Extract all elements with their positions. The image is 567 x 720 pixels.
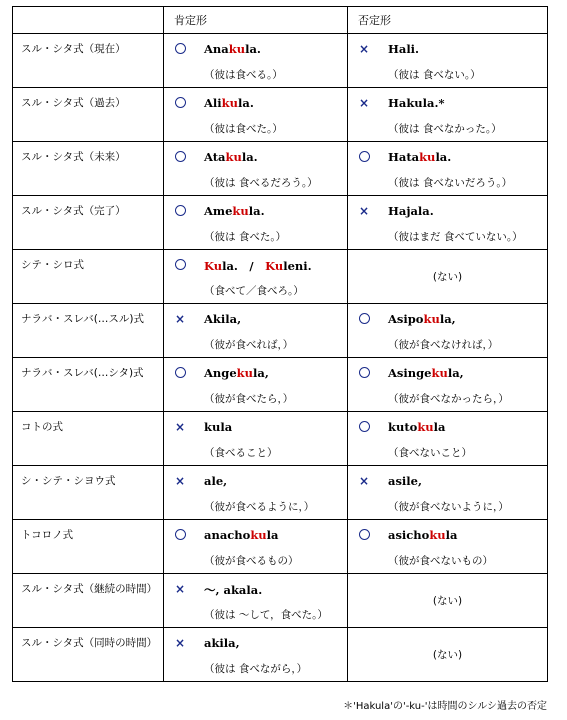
table-row [13,412,548,466]
word-part: Ana [204,42,229,56]
word-part: anacho [204,528,251,542]
word-part: la, [253,366,269,380]
circle-mark-icon [358,367,370,379]
word-part: Hata [388,150,420,164]
circle-mark-icon [174,529,186,541]
highlight-morpheme: ku [236,366,253,380]
form-name-cell: シテ・シロ式 [13,250,164,304]
circle-mark-icon [358,529,370,541]
word-part: Ame [204,204,233,218]
circle-mark-icon [358,151,370,163]
highlight-morpheme: Ku [265,259,284,273]
swahili-form [204,420,232,434]
swahili-form [204,150,258,164]
cross-mark-icon: × [358,474,370,488]
cross-mark-icon: × [174,636,186,650]
form-name-cell: スル・シタ式（未来） [13,142,164,196]
table-row [13,358,548,412]
word-part: ale, [204,474,228,488]
neg-cell [348,412,548,466]
japanese-gloss: （彼が食べないように，） [388,501,509,513]
swahili-form [388,312,456,326]
japanese-gloss: （彼は 食べない。） [388,69,481,81]
neg-cell [348,520,548,574]
word-part: la. [245,42,261,56]
neg-cell [348,142,548,196]
word-part: asicho [388,528,430,542]
cross-mark-icon: × [358,96,370,110]
footnote: ＊'Hakula'の'-ku-'は時間のシルシ過去の否定 [343,701,547,712]
neg-cell [348,304,548,358]
word-part: Asipo [388,312,424,326]
circle-mark-icon [174,367,186,379]
table-row [13,628,548,682]
cross-mark-icon: × [174,312,186,326]
table-row [13,574,548,628]
highlight-morpheme: ku [225,150,242,164]
swahili-form [204,528,278,542]
neg-cell [348,358,548,412]
swahili-form [388,150,451,164]
aff-cell [164,304,348,358]
neg-cell [348,34,548,88]
word-part: Hajala. [388,204,434,218]
circle-mark-icon [174,205,186,217]
word-part: leni. [283,259,312,273]
word-part: asile, [388,474,422,488]
word-part: Ali [204,96,222,110]
japanese-gloss: （彼は 食べるだろう。） [204,177,318,189]
japanese-gloss: （食べること） [204,447,278,459]
highlight-morpheme: ku [429,528,446,542]
swahili-form [388,96,444,110]
conjugation-table [12,6,548,682]
japanese-gloss: （彼が食べなければ，） [388,339,499,351]
word-part: la. [435,150,452,164]
circle-mark-icon [174,259,186,271]
table-row [13,34,548,88]
swahili-form [388,474,422,488]
swahili-form [204,582,262,598]
neg-none-cell: (ない) [348,574,548,628]
highlight-morpheme: ku [232,204,249,218]
header-row [13,7,548,34]
table-row [13,88,548,142]
word-part: la. [238,96,254,110]
aff-cell [164,520,348,574]
japanese-gloss: （彼は ～して，食べた。） [204,609,328,621]
aff-cell [164,466,348,520]
table-row [13,304,548,358]
header-negative: 否定形 [348,7,548,34]
swahili-form [388,528,458,542]
circle-mark-icon [174,43,186,55]
highlight-morpheme: ku [417,420,434,434]
japanese-gloss: （彼が食べるように，） [204,501,315,513]
japanese-gloss: （彼は 食べないだろう。） [388,177,513,189]
japanese-gloss: （彼は 食べながら，） [204,663,308,675]
table-row [13,466,548,520]
form-name-cell: スル・シタ式（現在） [13,34,164,88]
table-row [13,142,548,196]
swahili-form [204,42,261,56]
word-part: la. [248,204,265,218]
word-part: la [266,528,279,542]
aff-cell [164,250,348,304]
japanese-gloss: （食べないこと） [388,447,472,459]
japanese-gloss: （彼は 食べた。） [204,231,287,243]
circle-mark-icon [358,313,370,325]
swahili-form [204,258,312,274]
japanese-gloss: （彼が食べないもの） [388,555,493,567]
cross-mark-icon: × [174,420,186,434]
form-name-cell: スル・シタ式（同時の時間） [13,628,164,682]
aff-cell [164,142,348,196]
japanese-gloss: （彼は食べる。） [204,69,283,81]
neg-none-cell: (ない) [348,628,548,682]
header-affirmative: 肯定形 [164,7,348,34]
japanese-gloss: （彼は 食べなかった。） [388,123,502,135]
swahili-form [204,312,241,326]
circle-mark-icon [358,421,370,433]
form-name-cell: ナラバ・スレバ(…スル)式 [13,304,164,358]
neg-cell [348,88,548,142]
aff-cell [164,628,348,682]
japanese-gloss: （彼は食べた。） [204,123,283,135]
cross-mark-icon: × [358,42,370,56]
word-part: ～, akala. [204,583,263,597]
swahili-form [204,96,254,110]
table-row [13,196,548,250]
cross-mark-icon: × [174,582,186,596]
aff-cell [164,196,348,250]
swahili-form [388,366,464,380]
form-name-cell: コトの式 [13,412,164,466]
japanese-gloss: （彼はまだ 食べていない。） [388,231,523,243]
word-part: Ange [204,366,237,380]
word-part: la, [439,312,456,326]
table-row [13,520,548,574]
highlight-morpheme: ku [228,42,246,56]
form-name-cell: スル・シタ式（過去） [13,88,164,142]
highlight-morpheme: ku [419,150,436,164]
neg-cell [348,196,548,250]
swahili-form [388,420,445,434]
japanese-gloss: （彼が食べれば，） [204,339,294,351]
highlight-morpheme: ku [423,312,440,326]
japanese-gloss: （彼が食べなかったら，） [388,393,509,405]
table-row [13,250,548,304]
circle-mark-icon [174,97,186,109]
aff-cell [164,34,348,88]
word-part: la [433,420,446,434]
swahili-form [388,42,419,56]
word-part: la [445,528,458,542]
word-part: la, [447,366,464,380]
form-name-cell: スル・シタ式（継続の時間） [13,574,164,628]
cross-mark-icon: × [174,474,186,488]
aff-cell [164,358,348,412]
highlight-morpheme: ku [431,366,448,380]
cross-mark-icon: × [358,204,370,218]
word-part: Akila, [204,312,242,326]
neg-cell [348,466,548,520]
aff-cell [164,412,348,466]
highlight-morpheme: Ku [204,259,223,273]
form-name-cell: トコロノ式 [13,520,164,574]
word-part: la. / [222,259,266,273]
japanese-gloss: （彼が食べたら，） [204,393,294,405]
word-part: Ata [204,150,226,164]
swahili-form [204,366,269,380]
swahili-form [388,204,434,218]
word-part: akila, [204,636,240,650]
word-part: Hali. [388,42,420,56]
form-name-cell: スル・シタ式（完了） [13,196,164,250]
word-part: kula [204,420,233,434]
japanese-gloss: （食べて／食べろ。） [204,285,304,297]
form-name-cell: ナラバ・スレバ(…シタ)式 [13,358,164,412]
form-name-cell: シ・シテ・シヨウ式 [13,466,164,520]
neg-none-cell: (ない) [348,250,548,304]
aff-cell [164,574,348,628]
circle-mark-icon [174,151,186,163]
swahili-form [204,204,265,218]
highlight-morpheme: ku [221,96,239,110]
header-blank-cell [13,7,164,34]
highlight-morpheme: ku [250,528,267,542]
swahili-form [204,636,240,650]
swahili-form [204,474,227,488]
word-part: Asinge [388,366,432,380]
word-part: Hakula.* [388,96,445,110]
aff-cell [164,88,348,142]
word-part: la. [241,150,258,164]
word-part: kuto [388,420,418,434]
japanese-gloss: （彼が食べるもの） [204,555,299,567]
